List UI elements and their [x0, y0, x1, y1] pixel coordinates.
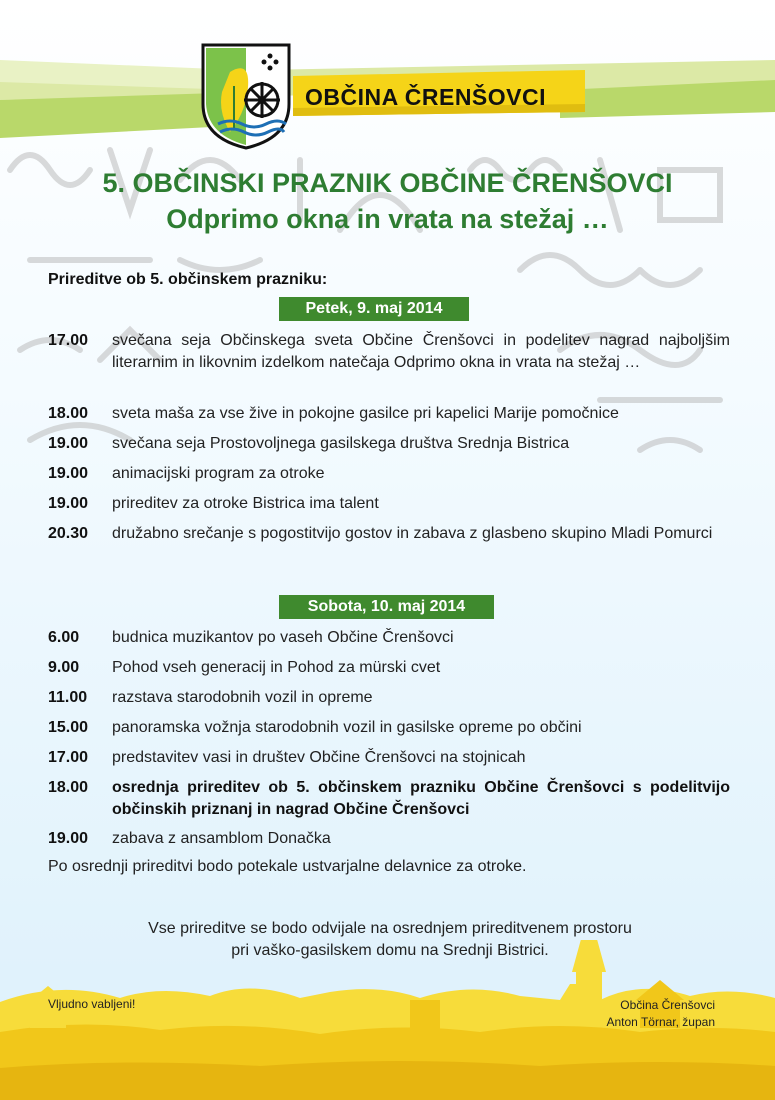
event-row — [48, 657, 730, 679]
event-row — [48, 403, 730, 425]
event-time: 15.00 — [48, 719, 89, 736]
event-row — [48, 433, 730, 455]
venue-line-1: Vse prireditve se bodo odvijale na osrednjem prireditvenem prostoru — [148, 920, 632, 937]
event-row-main — [48, 777, 730, 821]
signature-org: Občina Črenšovci — [620, 998, 715, 1012]
event-description: razstava starodobnih vozil in opreme — [112, 689, 373, 706]
event-row — [48, 747, 730, 769]
event-description: osrednja prireditev ob 5. občinskem prazniku Občine Črenšovci s podelitvijo občinskih priznanj in nagrad Občine Črenšovci — [112, 779, 730, 818]
event-description: animacijski program za otroke — [112, 465, 325, 482]
event-time: 17.00 — [48, 332, 89, 349]
workshop-note: Po osrednji prireditvi bodo potekale ustvarjalne delavnice za otroke. — [48, 858, 527, 875]
event-row — [48, 330, 730, 374]
event-row — [48, 717, 730, 739]
venue-line-2: pri vaško-gasilskem domu na Srednji Bistrici. — [231, 942, 549, 959]
event-time: 20.30 — [48, 525, 89, 542]
venue-info — [60, 918, 720, 962]
event-description: budnica muzikantov po vaseh Občine Črenšovci — [112, 629, 454, 646]
event-row — [48, 828, 730, 850]
day-banner-saturday: Sobota, 10. maj 2014 — [279, 595, 494, 619]
event-time: 19.00 — [48, 465, 89, 482]
event-description: družabno srečanje s pogostitvijo gostov in zabava z glasbeno skupino Mladi Pomurci — [112, 525, 713, 542]
event-description: Pohod vseh generacij in Pohod za mürski cvet — [112, 659, 441, 676]
event-time: 11.00 — [48, 689, 88, 706]
event-row — [48, 687, 730, 709]
event-time: 18.00 — [48, 405, 89, 422]
event-description: zabava z ansamblom Donačka — [112, 830, 331, 847]
events-heading: Prireditve ob 5. občinskem prazniku: — [48, 271, 328, 288]
event-description: prireditev za otroke Bistrica ima talent — [112, 495, 379, 512]
event-row — [48, 463, 730, 485]
event-row — [48, 627, 730, 649]
main-title: 5. OBČINSKI PRAZNIK OBČINE ČRENŠOVCI — [102, 168, 673, 198]
event-time: 19.00 — [48, 830, 89, 847]
event-row — [48, 523, 730, 545]
signature-name: Anton Törnar, župan — [606, 1015, 715, 1029]
event-description: panoramska vožnja starodobnih vozil in gasilske opreme po občini — [112, 719, 582, 736]
event-description: sveta maša za vse žive in pokojne gasilce pri kapelici Marije pomočnice — [112, 405, 619, 422]
event-time: 9.00 — [48, 659, 80, 676]
event-time: 6.00 — [48, 629, 80, 646]
event-time: 17.00 — [48, 749, 89, 766]
welcome-text: Vljudno vabljeni! — [48, 997, 136, 1011]
signature-block — [570, 997, 715, 1031]
event-time: 18.00 — [48, 779, 89, 796]
event-time: 19.00 — [48, 495, 89, 512]
municipality-name: OBČINA ČRENŠOVCI — [305, 84, 546, 110]
subtitle: Odprimo okna in vrata na stežaj … — [166, 204, 609, 234]
event-description: svečana seja Prostovoljnega gasilskega društva Srednja Bistrica — [112, 435, 570, 452]
event-description: svečana seja Občinskega sveta Občine Črenšovci in podelitev nagrad najboljšim literarnim in likovnim izdelkom natečaja Odprimo okna in vrata na stežaj … — [112, 332, 730, 371]
event-description: predstavitev vasi in društev Občine Črenšovci na stojnicah — [112, 749, 526, 766]
event-time: 19.00 — [48, 435, 89, 452]
day-banner-friday: Petek, 9. maj 2014 — [279, 297, 469, 321]
event-row — [48, 493, 730, 515]
